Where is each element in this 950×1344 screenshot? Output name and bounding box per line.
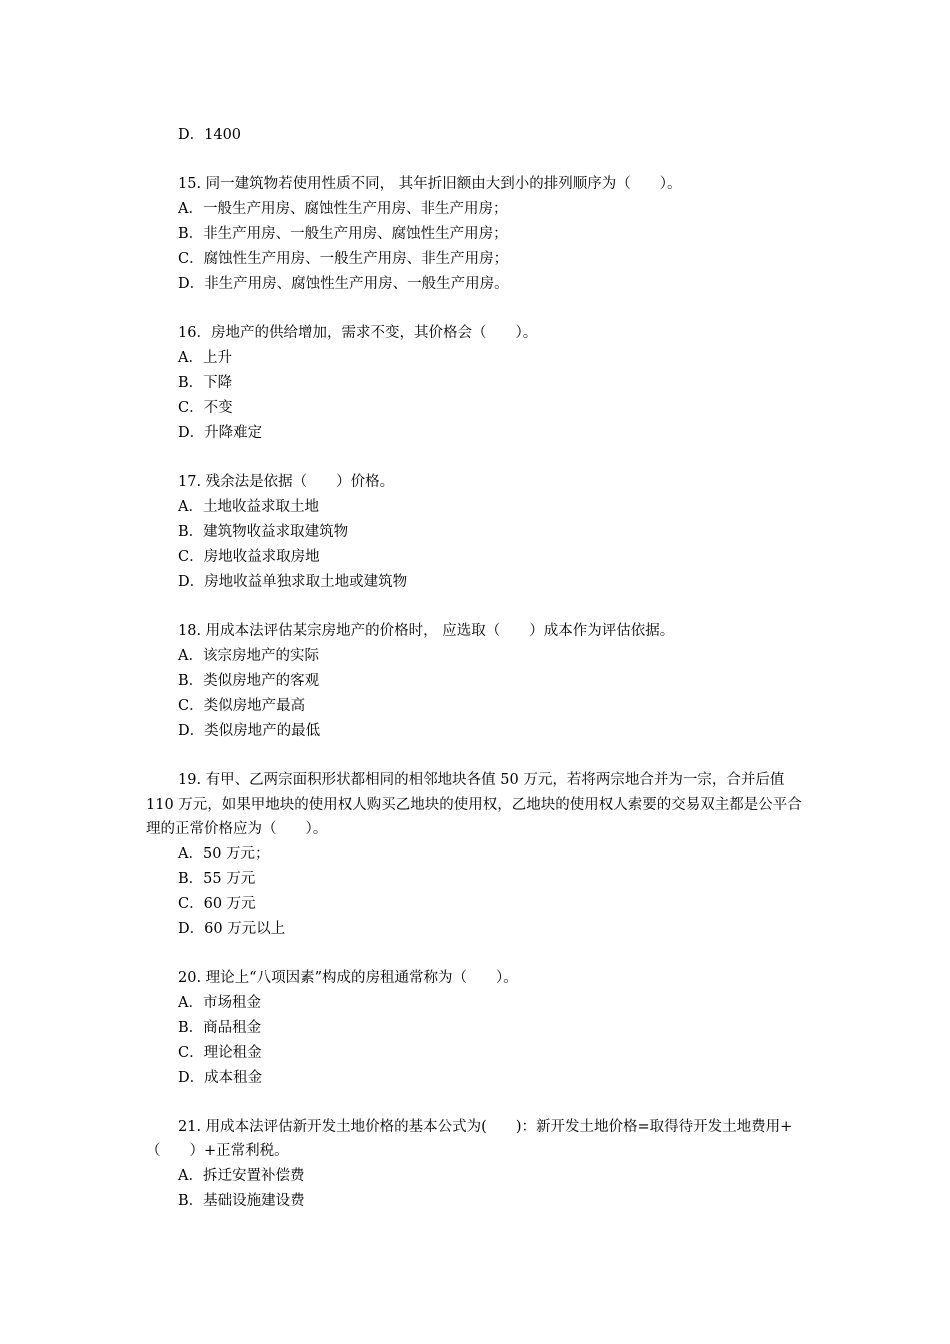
question-17	[146, 470, 810, 595]
option: C．房地收益求取房地	[178, 549, 320, 565]
question-21	[146, 1115, 810, 1214]
option: B．基础设施建设费	[178, 1192, 305, 1209]
question-stem: 20. 理论上“八项因素”构成的房租通常称为（ ）。	[178, 969, 518, 986]
spacer	[146, 148, 810, 172]
question-15	[146, 172, 810, 297]
option: D．非生产用房、腐蚀性生产用房、一般生产用房。	[178, 276, 509, 292]
option: C．60 万元	[178, 895, 256, 912]
question-20	[146, 966, 810, 1091]
option: A．拆迁安置补偿费	[178, 1167, 305, 1184]
spacer	[146, 595, 810, 619]
option: D．类似房地产的最低	[178, 723, 321, 739]
spacer	[146, 744, 810, 768]
option: A．50 万元；	[178, 845, 270, 862]
question-stem: 18. 用成本法评估某宗房地产的价格时， 应选取（ ）成本作为评估依据。	[178, 623, 675, 639]
option: C．类似房地产最高	[178, 698, 306, 714]
question-18	[146, 619, 810, 744]
option: A．一般生产用房、腐蚀性生产用房、非生产用房；	[178, 201, 508, 217]
option: C．理论租金	[178, 1044, 262, 1061]
spacer	[146, 942, 810, 966]
option: D．60 万元以上	[178, 920, 286, 937]
spacer	[146, 446, 810, 470]
question-stem: 17. 残余法是依据（ ）价格。	[178, 474, 395, 490]
option: B．商品租金	[178, 1019, 262, 1036]
option: A．市场租金	[178, 994, 261, 1011]
option: A．土地收益求取土地	[178, 499, 319, 515]
option: A．该宗房地产的实际	[178, 648, 319, 664]
option: C．腐蚀性生产用房、一般生产用房、非生产用房；	[178, 251, 509, 267]
spacer	[146, 297, 810, 321]
page-content	[146, 123, 810, 1214]
question-stem: 21. 用成本法评估新开发土地价格的基本公式为( )：新开发土地价格=取得待开发土地费用+（ ）+正常利税。	[146, 1118, 793, 1159]
option: A．上升	[178, 350, 232, 366]
option: D．升降难定	[178, 425, 263, 441]
question-stem: 16．房地产的供给增加，需求不变，其价格会（ ）。	[178, 325, 538, 341]
option: D．成本租金	[178, 1069, 263, 1086]
option: B．类似房地产的客观	[178, 673, 320, 689]
question-stem: 19. 有甲、乙两宗面积形状都相同的相邻地块各值 50 万元，若将两宗地合并为一宗，合并后值 110 万元，如果甲地块的使用权人购买乙地块的使用权，乙地块的使用权人索要的交易双主都是公平合理的正常价格应为（ ）。	[146, 772, 802, 837]
option: C．不变	[178, 400, 233, 416]
question-16	[146, 321, 810, 446]
question-stem: 15. 同一建筑物若使用性质不同， 其年折旧额由大到小的排列顺序为（ ）。	[178, 176, 682, 192]
option: B．55 万元	[178, 870, 256, 887]
option: B．下降	[178, 375, 233, 391]
option: B．建筑物收益求取建筑物	[178, 524, 349, 540]
question-19	[146, 768, 810, 942]
option: D．房地收益单独求取土地或建筑物	[178, 574, 408, 590]
option: B．非生产用房、一般生产用房、腐蚀性生产用房；	[178, 226, 508, 242]
spacer	[146, 1091, 810, 1115]
option-d-q14: D．1400	[178, 127, 242, 143]
